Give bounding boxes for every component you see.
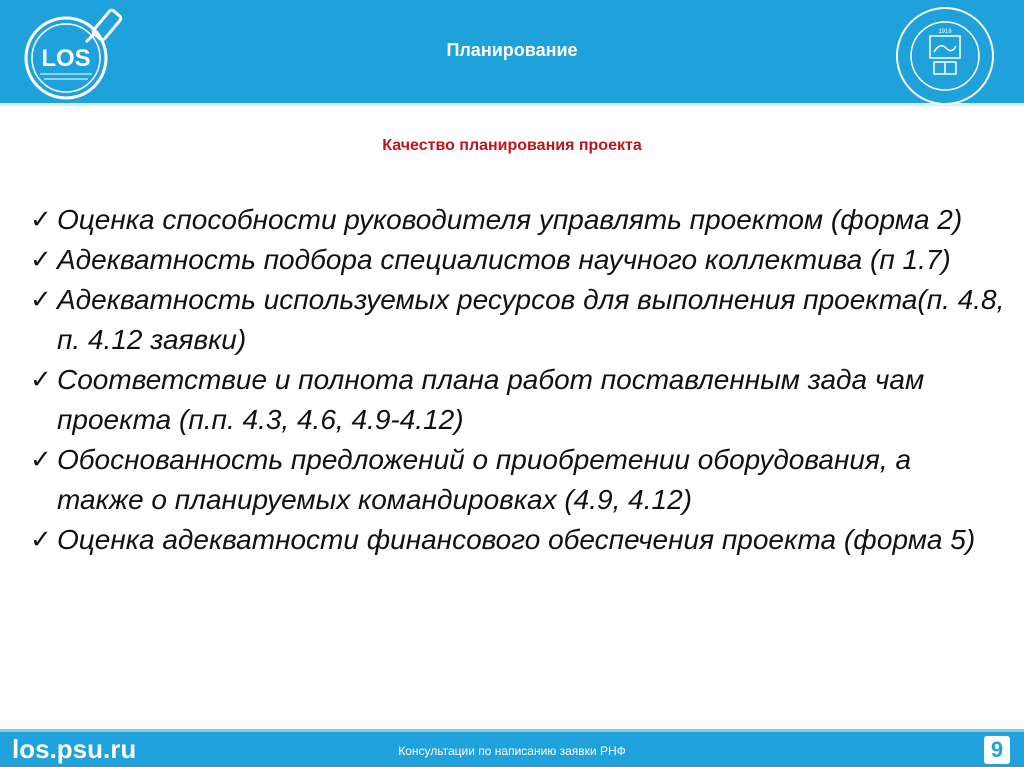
svg-text:1916: 1916: [938, 29, 952, 35]
slide-header: [0, 0, 1024, 106]
header-title: Планирование: [446, 40, 578, 60]
slide-subtitle: Качество планирования проекта: [382, 137, 642, 154]
list-item-text: Соответствие и полнота плана работ поставленным зада чам проекта (п.п. 4.3, 4.6, 4.9-4.12): [57, 364, 925, 435]
checkmark-icon: ✓: [30, 285, 52, 315]
criteria-list: [30, 200, 1005, 560]
list-item: [30, 360, 1005, 440]
checkmark-icon: ✓: [30, 525, 52, 555]
los-logo-text: LOS: [41, 45, 91, 72]
list-item-text: Оценка адекватности финансового обеспечения проекта (форма 5): [57, 524, 976, 555]
checkmark-icon: ✓: [30, 365, 52, 395]
list-item: [30, 240, 1005, 280]
list-item: [30, 200, 1005, 240]
checkmark-icon: ✓: [30, 445, 52, 475]
footer-caption: Консультации по написанию заявки РНФ: [398, 744, 626, 758]
list-item-text: Оценка способности руководителя управлять проектом (форма 2): [57, 204, 963, 235]
slide-footer: [0, 729, 1024, 767]
list-item: [30, 440, 1005, 520]
list-item-text: Обоснованность предложений о приобретении оборудования, а также о планируемых командировках (4.9, 4.12): [57, 444, 912, 515]
page-number: 9: [984, 736, 1010, 764]
perm-university-seal-icon: [892, 6, 998, 112]
checkmark-icon: ✓: [30, 245, 52, 275]
list-item: [30, 520, 1005, 560]
list-item-text: Адекватность подбора специалистов научного коллектива (п 1.7): [57, 244, 951, 275]
list-item-text: Адекватность используемых ресурсов для выполнения проекта(п. 4.8, п. 4.12 заявки): [57, 284, 1005, 355]
list-item: [30, 280, 1005, 360]
footer-site-link[interactable]: los.psu.ru: [12, 734, 137, 764]
checkmark-icon: ✓: [30, 205, 52, 235]
